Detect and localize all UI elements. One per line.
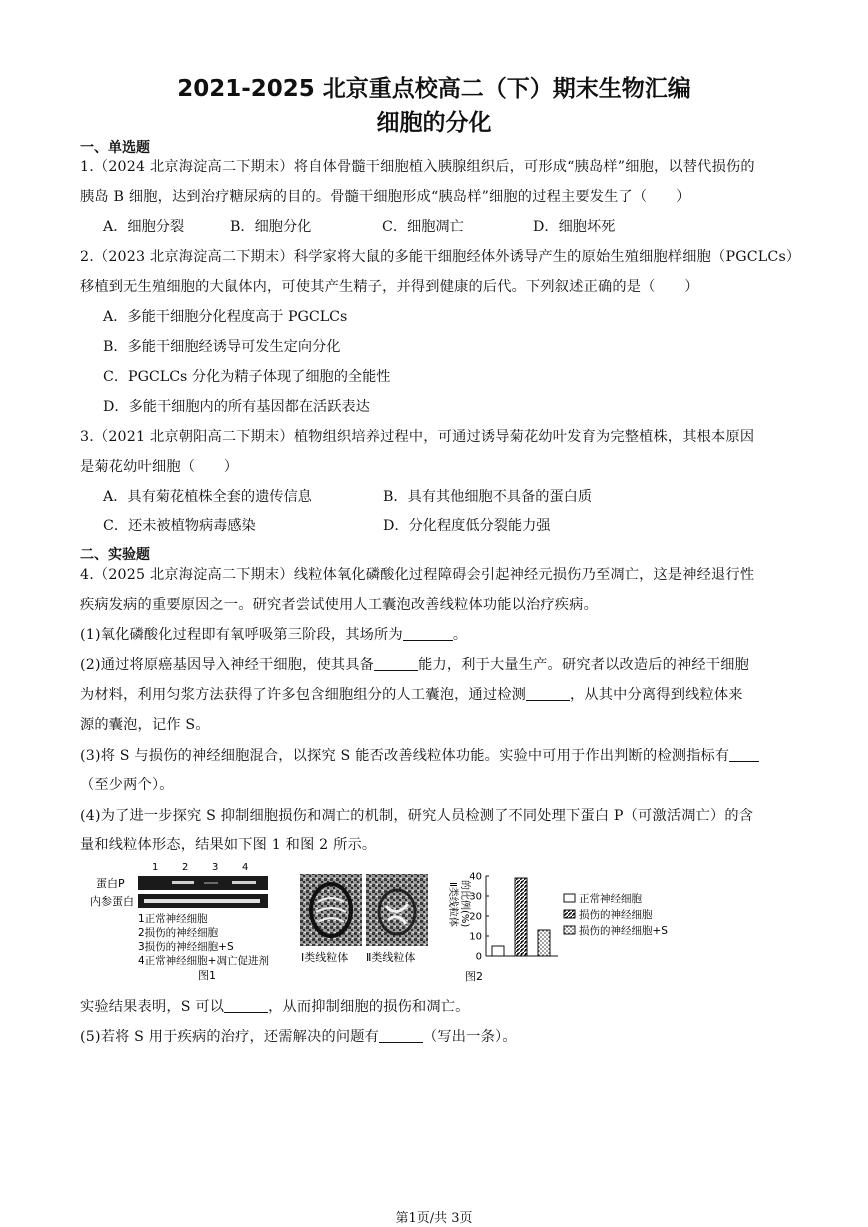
question-4-part-4-conclusion: 实验结果表明，S 可以 ，从而抑制细胞的损伤和凋亡。 xyxy=(80,999,470,1015)
question-4-line-2: 疾病发病的重要原因之一。研究者尝试使用人工囊泡改善线粒体功能以治疗疾病。 xyxy=(80,597,598,613)
question-2-option-a: A．多能干细胞分化程度高于 PGCLCs xyxy=(103,309,348,325)
question-2-option-b: B．多能干细胞经诱导可发生定向分化 xyxy=(103,339,341,355)
blot-band xyxy=(172,881,194,884)
blot-lane-label: 2 xyxy=(182,862,189,873)
legend-label-2: 损伤的神经细胞 xyxy=(579,909,653,921)
y-tick-label: 20 xyxy=(469,911,482,923)
legend-label-3: 损伤的神经细胞+S xyxy=(579,925,668,937)
question-4-line-1: 4.（2025 北京海淀高二下期末）线粒体氧化磷酸化过程障碍会引起神经元损伤乃至凋亡，这是神经退行性 xyxy=(80,567,755,583)
question-4-part-3-line-1: (3)将 S 与损伤的神经细胞混合，以探究 S 能否改善线粒体功能。实验中可用于作出判断的检测指标有 xyxy=(80,745,792,765)
y-tick-label: 0 xyxy=(475,951,482,963)
y-axis-label-vertical xyxy=(447,880,472,927)
question-4-part-4-line-1: (4)为了进一步探究 S 抑制细胞损伤和凋亡的机制，研究人员检测了不同处理下蛋白 P（可激活凋亡）的含 xyxy=(80,808,754,824)
answer-blank-6[interactable] xyxy=(379,1028,423,1043)
blot-lane-label: 1 xyxy=(152,862,159,873)
legend-label-1: 正常神经细胞 xyxy=(579,893,642,905)
mitochondria-micrographs xyxy=(300,872,430,967)
question-4-part-4-line-2: 量和线粒体形态，结果如下图 1 和图 2 所示。 xyxy=(80,837,377,853)
question-3-line-2: 是菊花幼叶细胞（ ） xyxy=(80,459,239,475)
question-3-option-d: D．分化程度低分裂能力强 xyxy=(383,518,551,534)
legend-swatch-1 xyxy=(564,894,575,902)
question-1-option-b: B．细胞分化 xyxy=(230,219,312,235)
page-footer: 第1页/共 3页 xyxy=(395,1211,473,1226)
answer-blank-3[interactable] xyxy=(526,686,570,701)
bar-1 xyxy=(492,946,504,956)
question-4-part-1: (1)氧化磷酸化过程即有氧呼吸第三阶段，其场所为 。 xyxy=(80,627,468,643)
document-title: 2021-2025 北京重点校高二（下）期末生物汇编 xyxy=(177,76,691,102)
question-4-part-5: (5)若将 S 用于疾病的治疗，还需解决的问题有 （写出一条）。 xyxy=(80,1029,517,1045)
question-2-line-2: 移植到无生殖细胞的大鼠体内，可使其产生精子，并得到健康的后代。下列叙述正确的是（ ） xyxy=(80,279,699,295)
question-2-option-d: D．多能干细胞内的所有基因都在活跃表达 xyxy=(103,399,370,415)
section-heading-experiment: 二、实验题 xyxy=(80,547,150,563)
micrograph-label-type-2: Ⅱ类线粒体 xyxy=(366,951,416,964)
question-4-part-2-line-3: 源的囊泡，记作 S。 xyxy=(80,717,210,733)
question-3-option-c: C．还未被植物病毒感染 xyxy=(103,518,256,534)
micrograph-label-type-1: Ⅰ类线粒体 xyxy=(301,951,349,964)
blot-lane-label: 3 xyxy=(212,862,219,873)
question-3-option-b: B．具有其他细胞不具备的蛋白质 xyxy=(383,489,593,505)
y-axis-label-part-1: Ⅱ类线粒体 xyxy=(447,882,458,927)
legend-swatch-2 xyxy=(564,910,575,918)
blot-row-label-protein-p: 蛋白P xyxy=(96,877,125,890)
answer-blank-2[interactable] xyxy=(374,656,418,671)
question-1-line-2: 胰岛 B 细胞，达到治疗糖尿病的目的。骨髓干细胞形成“胰岛样”细胞的过程主要发生了（ ） xyxy=(80,189,691,205)
question-4-part-2-line-1: (2)通过将原癌基因导入神经干细胞，使其具备 能力，利于大量生产。研究者以改造后的神经干细胞 xyxy=(80,657,749,673)
figure-2-caption: 图2 xyxy=(465,970,483,983)
answer-blank-1[interactable] xyxy=(403,626,453,641)
chart-bars xyxy=(492,878,550,956)
blot-band xyxy=(204,882,218,884)
blot-band xyxy=(232,881,256,884)
blot-legend-item: 2损伤的神经细胞 xyxy=(138,927,219,939)
y-tick-label: 30 xyxy=(469,891,482,903)
bar-3 xyxy=(538,930,550,956)
figure-1-western-blot xyxy=(90,858,300,984)
question-2-option-c: C．PGCLCs 分化为精子体现了细胞的全能性 xyxy=(103,369,391,385)
question-4-part-3-line-2: （至少两个）。 xyxy=(80,777,174,793)
question-1-option-d: D．细胞坏死 xyxy=(533,219,616,235)
blot-lane-label: 4 xyxy=(242,862,249,873)
question-3-option-a: A．具有菊花植株全套的遗传信息 xyxy=(103,489,312,505)
question-3-line-1: 3.（2021 北京朝阳高二下期末）植物组织培养过程中，可通过诱导菊花幼叶发育为完整植株，其根本原因 xyxy=(80,429,755,445)
bar-2 xyxy=(515,878,527,956)
question-2-line-1: 2.（2023 北京海淀高二下期末）科学家将大鼠的多能干细胞经体外诱导产生的原始生殖细胞样细胞（PGCLCs） xyxy=(80,249,801,265)
blot-legend-item: 4正常神经细胞+凋亡促进剂 xyxy=(138,955,269,967)
section-heading-single-choice: 一、单选题 xyxy=(80,140,150,156)
answer-blank-4[interactable] xyxy=(729,747,759,762)
y-tick-label: 40 xyxy=(469,871,482,883)
question-1-option-c: C．细胞凋亡 xyxy=(382,219,464,235)
question-1-option-a: A．细胞分裂 xyxy=(103,219,185,235)
answer-blank-5[interactable] xyxy=(224,998,268,1013)
document-subtitle: 细胞的分化 xyxy=(376,110,492,136)
legend-swatch-3 xyxy=(564,926,575,934)
blot-legend-item: 3损伤的神经细胞+S xyxy=(138,941,234,953)
question-4-part-2-line-2: 为材料，利用匀浆方法获得了许多包含细胞组分的人工囊泡，通过检测 ，从其中分离得到线粒体来 xyxy=(80,687,743,703)
question-1-line-1: 1.（2024 北京海淀高二下期末）将自体骨髓干细胞植入胰腺组织后，可形成“胰岛样”细胞，以替代损伤的 xyxy=(80,159,755,175)
figure-1-caption: 图1 xyxy=(198,969,216,982)
chart-legend xyxy=(564,892,668,937)
y-axis-label-part-2: 的比例(%) xyxy=(459,880,470,928)
blot-legend-item: 1正常神经细胞 xyxy=(138,913,208,925)
blot-row-label-reference: 内参蛋白 xyxy=(90,895,134,908)
y-tick-label: 10 xyxy=(469,931,482,943)
blot-band xyxy=(144,899,260,903)
figure-2-bar-chart xyxy=(436,868,696,986)
